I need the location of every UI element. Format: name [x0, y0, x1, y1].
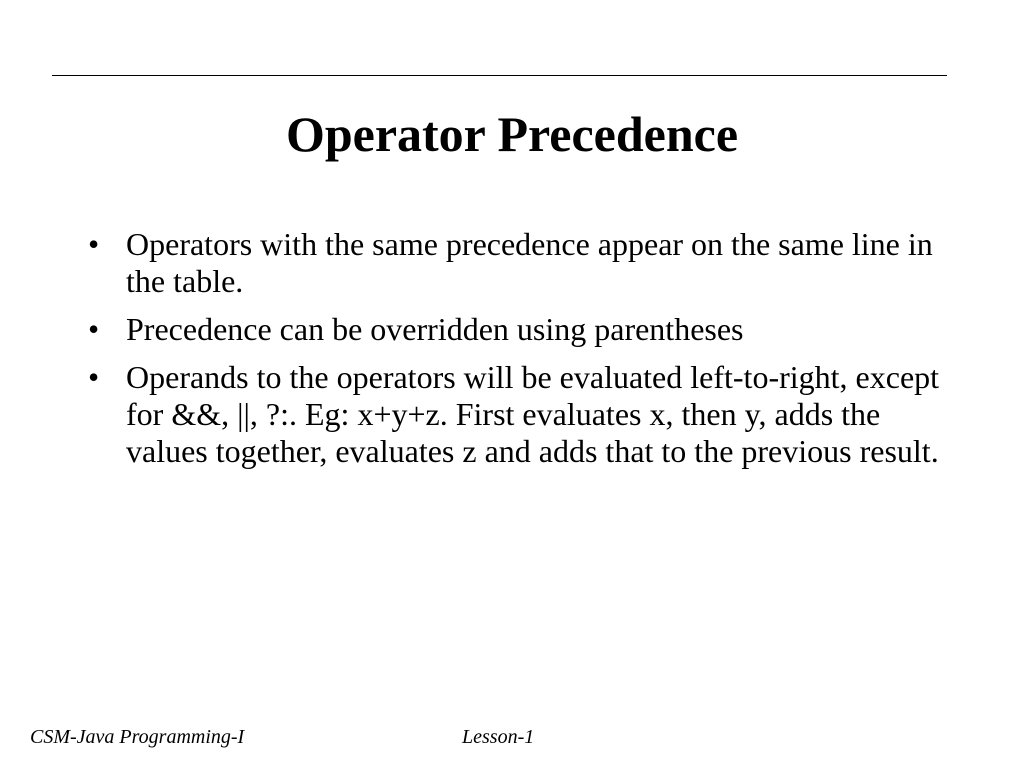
bullet-item — [88, 359, 948, 470]
bullet-item — [88, 311, 948, 348]
bullet-dot-icon: • — [88, 359, 100, 395]
bullet-text: Precedence can be overridden using parentheses — [126, 311, 744, 347]
top-divider — [52, 75, 947, 76]
bullet-dot-icon: • — [88, 226, 100, 262]
footer-course-name: CSM-Java Programming-I — [30, 726, 245, 748]
bullet-dot-icon: • — [88, 311, 100, 347]
slide-title: Operator Precedence — [285, 106, 739, 162]
bullet-item — [88, 226, 948, 300]
footer-lesson-label: Lesson-1 — [462, 726, 535, 748]
bullet-text: Operators with the same precedence appear on the same line in the table. — [126, 226, 933, 299]
bullet-text: Operands to the operators will be evaluated left-to-right, except for &&, ||, ?:. Eg: x+y+z. First evaluates x, then y, adds the values together, evaluates z and adds that to the previous result. — [126, 359, 940, 469]
bullet-list — [88, 226, 948, 481]
